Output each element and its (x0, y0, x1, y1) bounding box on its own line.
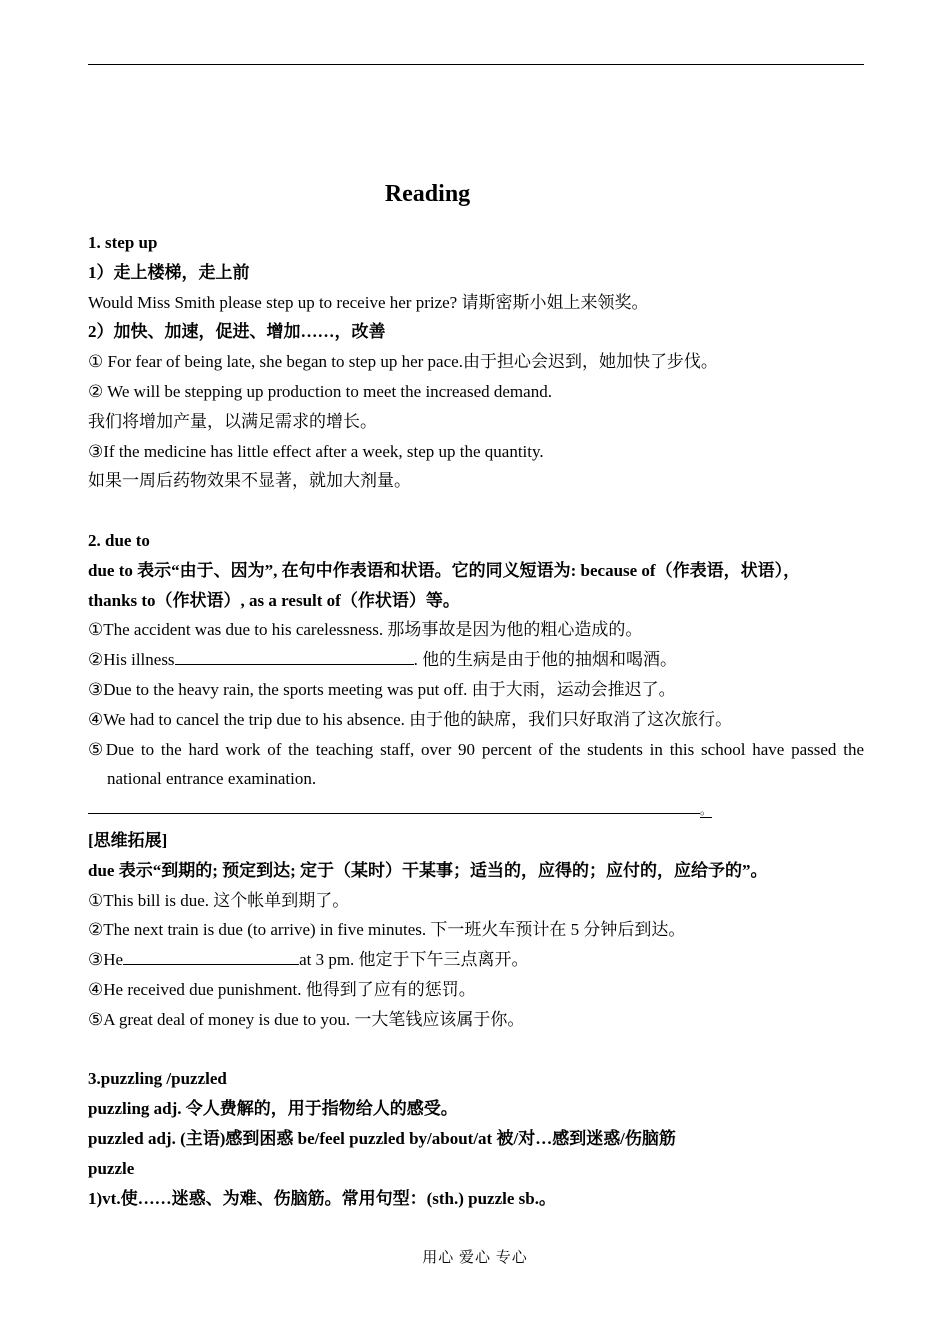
section-2-definition-1: due to 表示“由于、因为”, 在句中作表语和状语。它的同义短语为: because of（作表语，状语）， (88, 560, 801, 580)
section-2-example-3: ③Due to the heavy rain, the sports meeting was put off. 由于大雨，运动会推迟了。 (88, 679, 676, 699)
section-1-sense-2: 2）加快、加速，促进、增加……，改善 (88, 322, 386, 342)
header-rule (88, 64, 864, 65)
section-2-example-6: ①This bill is due. 这个帐单到期了。 (88, 890, 350, 910)
page-title: Reading (384, 181, 471, 207)
section-2-example-10: ⑤A great deal of money is due to you. 一大笔钱应该属于你。 (88, 1009, 525, 1029)
document-body (88, 228, 864, 1213)
section-1-example-2: ① For fear of being late, she began to step up her pace.由于担心会迟到，她加快了步伐。 (88, 352, 718, 372)
section-1-example-4-translation: 如果一周后药物效果不显著，就加大剂量。 (88, 471, 411, 491)
fill-in-blank[interactable] (123, 945, 299, 965)
example-text: ②His illness (88, 650, 175, 670)
section-2-definition-3: due 表示“到期的; 预定到达; 定于（某时）干某事；适当的，应得的；应付的，应给予的”。 (88, 860, 768, 880)
section-1-example-4: ③If the medicine has little effect after a week, step up the quantity. (88, 441, 544, 461)
section-2-example-5: ⑤Due to the hard work of the teaching staff, over 90 percent of the students in this school have passed the national entrance examination. (88, 739, 864, 789)
section-2-example-9: ④He received due punishment. 他得到了应有的惩罚。 (88, 979, 476, 999)
example-text: ③He (88, 950, 124, 970)
section-3-definition-4: 1)vt.使……迷惑、为难、伤脑筋。常用句型：(sth.) puzzle sb.。 (88, 1188, 556, 1208)
section-2-example-7: ②The next train is due (to arrive) in five minutes. 下一班火车预计在 5 分钟后到达。 (88, 920, 686, 940)
section-2-example-1: ①The accident was due to his carelessness. 那场事故是因为他的粗心造成的。 (88, 620, 643, 640)
page-footer: 用心 爱心 专心 (422, 1250, 528, 1266)
section-2-example-4: ④We had to cancel the trip due to his absence. 由于他的缺席，我们只好取消了这次旅行。 (88, 709, 733, 729)
section-1-example-3: ② We will be stepping up production to meet the increased demand. (88, 381, 552, 401)
section-2-definition-2: thanks to（作状语）, as a result of（作状语）等。 (88, 590, 460, 610)
blank-end-mark: 。 (700, 803, 713, 818)
section-3-definition-2: puzzled adj. (主语)感到困惑 be/feel puzzled by/about/at 被/对…感到迷惑/伤脑筋 (88, 1128, 676, 1148)
section-1-sense-1: 1）走上楼梯，走上前 (88, 262, 250, 282)
example-text: . 他的生病是由于他的抽烟和喝酒。 (413, 650, 678, 670)
thinking-expansion-label: [思维拓展] (88, 830, 168, 850)
section-3-heading: 3.puzzling /puzzled (88, 1069, 227, 1089)
section-1-example-1: Would Miss Smith please step up to receive her prize? 请斯密斯小姐上来领奖。 (88, 292, 649, 312)
section-2-example-2 (88, 645, 864, 675)
fill-in-blank[interactable] (88, 794, 700, 814)
section-2-example-8 (88, 945, 864, 975)
section-1-heading: 1. step up (88, 233, 158, 252)
section-3-definition-1: puzzling adj. 令人费解的，用于指物给人的感受。 (88, 1099, 458, 1119)
section-2-example-5-translation (88, 794, 864, 826)
section-1-example-3-translation: 我们将增加产量，以满足需求的增长。 (88, 411, 377, 431)
section-2-heading: 2. due to (88, 530, 150, 550)
example-text: at 3 pm. 他定于下午三点离开。 (299, 950, 529, 970)
section-3-definition-3: puzzle (88, 1158, 135, 1178)
fill-in-blank[interactable] (175, 645, 414, 665)
